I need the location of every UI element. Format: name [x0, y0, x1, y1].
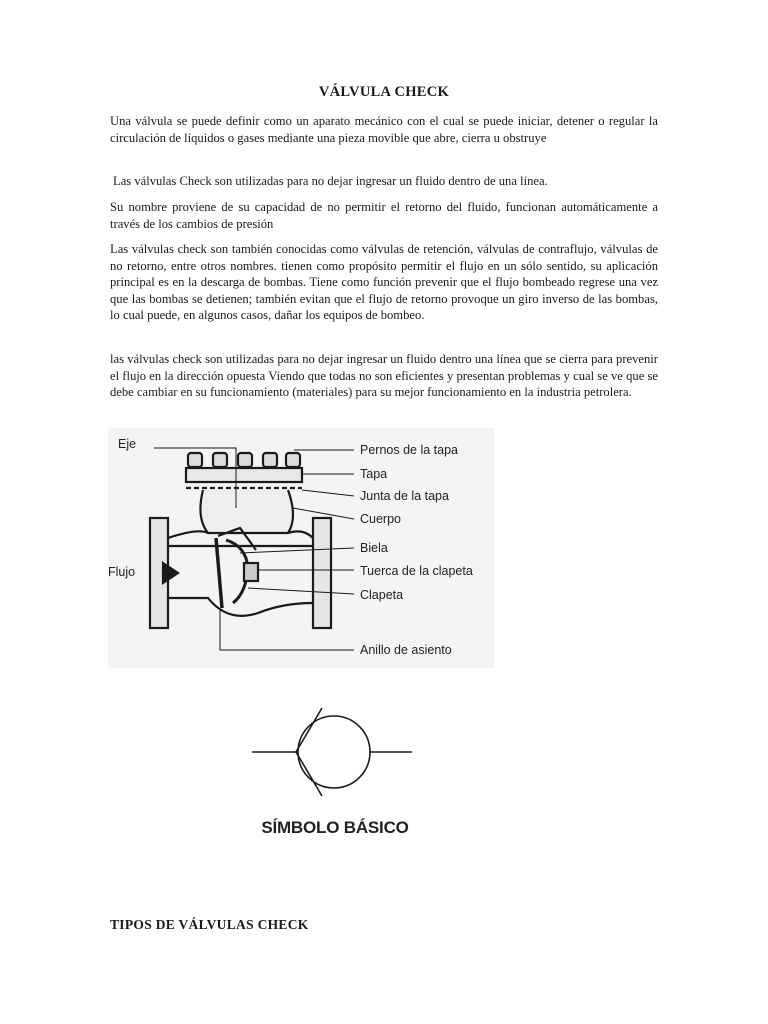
- paragraph-definition: Una válvula se puede definir como un aparato mecánico con el cual se puede iniciar, detener o regular la circulación de líquidos o gases mediante una pieza movible que abre, cierra u obstruye: [110, 114, 658, 145]
- symbol-upper-diagonal: [296, 708, 322, 752]
- cover-shape: [186, 468, 302, 482]
- bolt-shape: [213, 453, 227, 467]
- bolt-shape: [263, 453, 277, 467]
- label-tapa: Tapa: [360, 467, 388, 481]
- right-flange-shape: [313, 518, 331, 628]
- bolt-shape: [238, 453, 252, 467]
- paragraph-aliases: Las válvulas check son también conocidas como válvulas de retención, válvulas de contraflujo, válvulas de no retorno, entre otros nombres. tienen como propósito permitir el flujo en un sólo sentido, su aplicación principal es en la descarga de bombas. Tiene como función prevenir que el flujo bombeado regrese una vez que las bombas se detienen; también evitan que el flujo de retorno provoque un giro inverso de las bombas, lo cual puede, en algunos casos, dañar los equipos de bombeo.: [110, 242, 658, 323]
- paragraph-industry: las válvulas check son utilizadas para no dejar ingresar un fluido dentro una línea que se cierra para prevenir el flujo en la dirección opuesta Viendo que todas no son eficientes y presentan problemas y cual se ve que se debe cambiar en su funcionamiento (materiales) para su mejor funcionamiento en la industria petrolera.: [110, 352, 658, 400]
- label-anillo: Anillo de asiento: [360, 643, 452, 657]
- label-clapeta: Clapeta: [360, 588, 404, 602]
- bolt-shape: [286, 453, 300, 467]
- label-cuerpo: Cuerpo: [360, 512, 401, 526]
- disc-nut-shape: [244, 563, 258, 581]
- check-valve-diagram: [108, 428, 494, 668]
- label-biela: Biela: [360, 541, 388, 555]
- symbol-lower-diagonal: [296, 752, 322, 796]
- label-pernos: Pernos de la tapa: [360, 443, 458, 457]
- document-title: VÁLVULA CHECK: [318, 84, 450, 100]
- label-junta: Junta de la tapa: [360, 489, 449, 503]
- symbol-circle: [298, 716, 370, 788]
- label-flujo: Flujo: [108, 565, 136, 579]
- section-heading: TIPOS DE VÁLVULAS CHECK: [110, 917, 309, 932]
- paragraph-usage: Las válvulas Check son utilizadas para no dejar ingresar un fluido dentro de una línea.: [113, 174, 548, 188]
- bolt-shape: [188, 453, 202, 467]
- label-eje: Eje: [118, 437, 137, 451]
- paragraph-name-origin: Su nombre proviene de su capacidad de no permitir el retorno del fluido, funcionan automáticamente a través de los cambios de presión: [110, 200, 658, 231]
- body-upper-shape: [200, 490, 293, 533]
- label-tuerca: Tuerca de la clapeta: [360, 564, 473, 578]
- symbol-caption: SÍMBOLO BÁSICO: [261, 818, 409, 837]
